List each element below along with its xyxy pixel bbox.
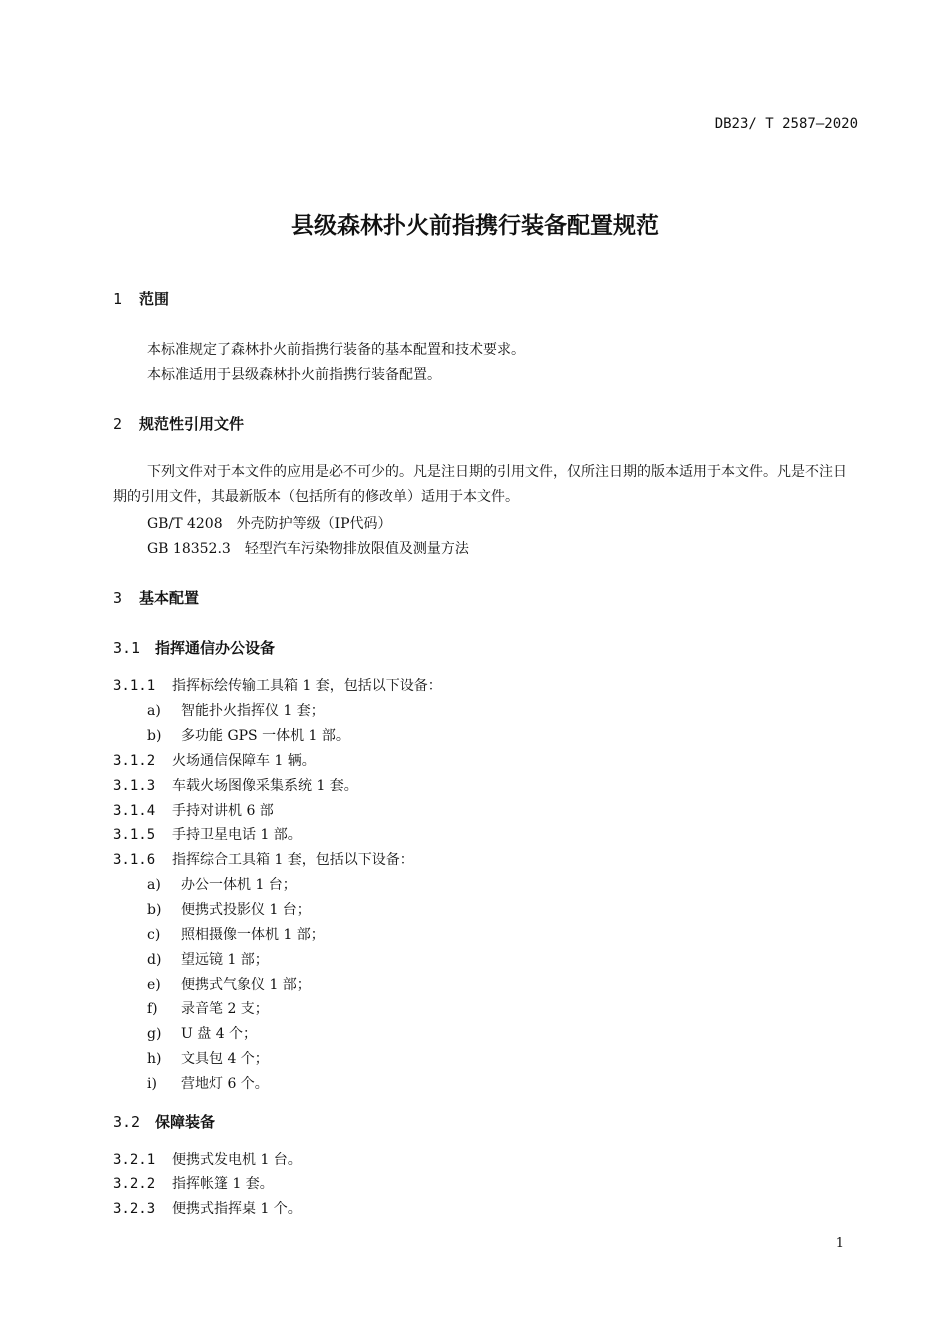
section-2-paragraph: 下列文件对于本文件的应用是必不可少的。凡是注日期的引用文件，仅所注日期的版本适用于本文件。凡是不注日期的引用文件，其最新版本（包括所有的修改单）适用于本文件。: [113, 464, 847, 505]
clause-3-2-3: 3.2.3 便携式指挥桌 1 个。: [113, 1201, 302, 1217]
list-item: g) U 盘 4 个；: [147, 1026, 258, 1042]
list-item: i) 营地灯 6 个。: [147, 1076, 269, 1092]
section-title: 范围: [139, 290, 170, 308]
clause-3-1-5: 3.1.5 手持卫星电话 1 部。: [113, 827, 302, 843]
clause-3-2-1: 3.2.1 便携式发电机 1 台。: [113, 1152, 302, 1168]
section-2-heading: [113, 413, 244, 434]
section-number: 1: [113, 290, 123, 308]
clause-3-2-2: 3.2.2 指挥帐篷 1 套。: [113, 1176, 274, 1192]
subsection-number: 3.2: [113, 1113, 141, 1131]
section-1-paragraph-1: 本标准规定了森林扑火前指携行装备的基本配置和技术要求。: [147, 342, 525, 358]
subsection-title: 保障装备: [155, 1113, 216, 1131]
clause-3-1-4: 3.1.4 手持对讲机 6 部: [113, 803, 274, 819]
clause-3-1-3: 3.1.3 车载火场图像采集系统 1 套。: [113, 778, 358, 794]
section-title: 基本配置: [139, 589, 200, 607]
list-item: a) 智能扑火指挥仪 1 套；: [147, 703, 325, 719]
section-1-heading: [113, 288, 169, 309]
subsection-3-1-heading: [113, 637, 275, 658]
list-item: a) 办公一体机 1 台；: [147, 877, 297, 893]
clause-3-1-1: 3.1.1 指挥标绘传输工具箱 1 套，包括以下设备：: [113, 678, 442, 694]
list-item: d) 望远镜 1 部；: [147, 952, 269, 968]
list-item: e) 便携式气象仪 1 部；: [147, 977, 311, 993]
reference-gbt-4208: GB/T 4208 外壳防护等级（IP代码）: [147, 516, 392, 532]
subsection-number: 3.1: [113, 639, 141, 657]
list-item: c) 照相摄像一体机 1 部；: [147, 927, 325, 943]
page-number: 1: [835, 1236, 844, 1251]
clause-3-1-6: 3.1.6 指挥综合工具箱 1 套，包括以下设备：: [113, 852, 414, 868]
section-3-heading: [113, 587, 199, 608]
list-item: h) 文具包 4 个；: [147, 1051, 269, 1067]
clause-3-1-2: 3.1.2 火场通信保障车 1 辆。: [113, 753, 316, 769]
section-1-paragraph-2: 本标准适用于县级森林扑火前指携行装备配置。: [147, 367, 441, 383]
subsection-title: 指挥通信办公设备: [155, 639, 276, 657]
subsection-3-2-heading: [113, 1111, 215, 1132]
list-item: b) 便携式投影仪 1 台；: [147, 902, 311, 918]
standard-code: DB23/ T 2587—2020: [714, 116, 858, 132]
document-title: 县级森林扑火前指携行装备配置规范: [291, 213, 659, 239]
list-item: b) 多功能 GPS 一体机 1 部。: [147, 728, 350, 744]
section-number: 2: [113, 415, 123, 433]
reference-gb-18352-3: GB 18352.3 轻型汽车污染物排放限值及测量方法: [147, 541, 469, 557]
list-item: f) 录音笔 2 支；: [147, 1001, 269, 1017]
section-number: 3: [113, 589, 123, 607]
section-title: 规范性引用文件: [139, 415, 245, 433]
